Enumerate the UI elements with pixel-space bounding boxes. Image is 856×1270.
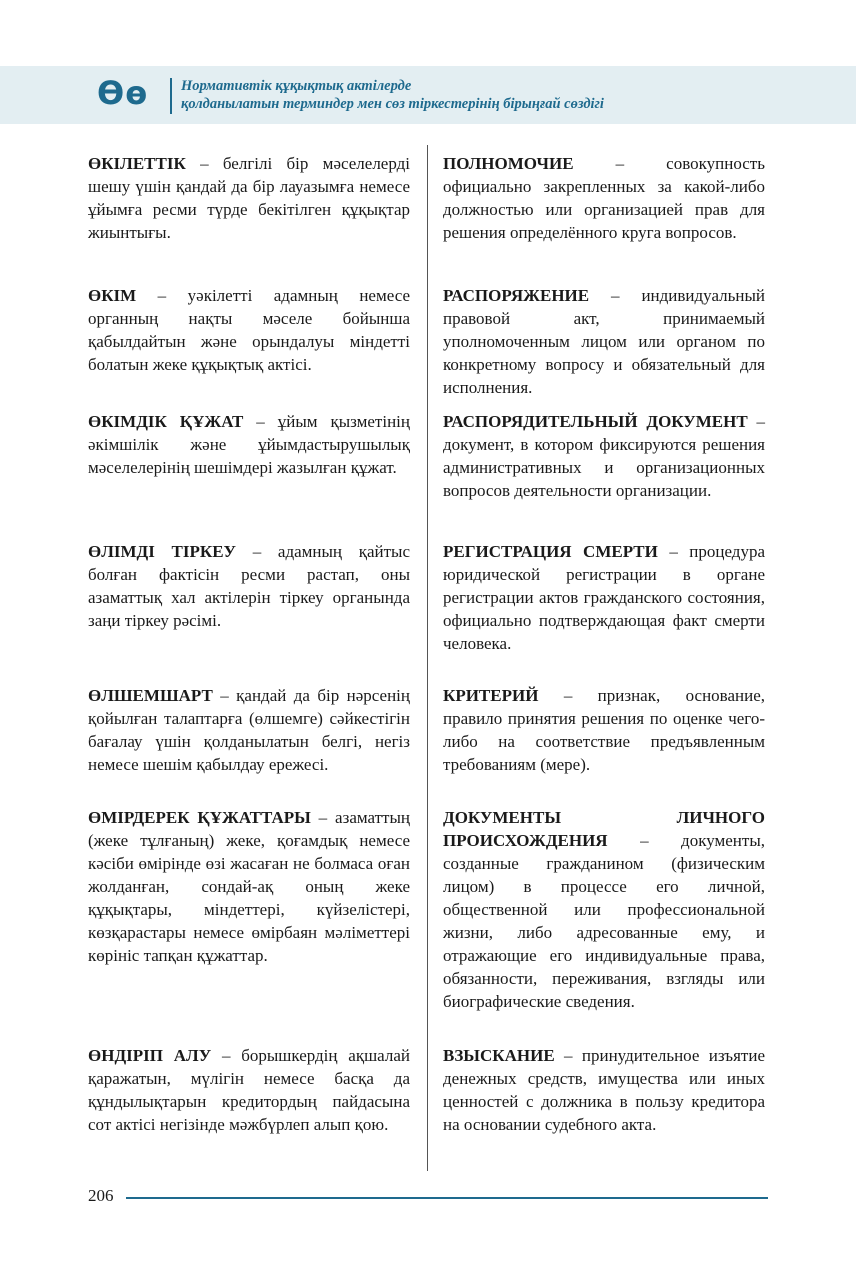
- page-number: 206: [88, 1186, 114, 1205]
- footer-rule: [126, 1197, 768, 1199]
- ru-entry-kriteriy: [443, 684, 765, 776]
- kk-definition: – адамның қайтыс болған фактісін ресми растап, оны азаматтық хал актілерін тіркеу органында заңи тіркеу рәсімі.: [88, 542, 410, 630]
- ru-term: РАСПОРЯЖЕНИЕ: [443, 286, 590, 305]
- kk-definition: – белгілі бір мәселелерді шешу үшін қандай да бір лауазымға немесе ұйымға ресми түрде бекітілген құқықтар жиынтығы.: [88, 154, 410, 242]
- ru-entry-rasporyaditelny-dokument: [443, 410, 765, 502]
- ru-definition: – процедура юридической регистрации в органе регистрации актов гражданского состояния, официально подтверждающая факт смерти человека.: [443, 542, 766, 653]
- running-title-line1: Нормативтік құқықтық актілерде: [181, 78, 412, 94]
- column-divider: [427, 145, 428, 1171]
- section-letter: Өө: [97, 74, 149, 112]
- ru-term: ПОЛНОМОЧИЕ: [443, 154, 574, 173]
- ru-term: ДОКУМЕНТЫ ЛИЧНОГО ПРОИСХОЖДЕНИЯ: [443, 808, 765, 850]
- ru-term: КРИТЕРИЙ: [443, 686, 539, 705]
- kk-entry-ondirip-alu: [88, 1044, 410, 1136]
- kk-entry-olshemshart: [88, 684, 410, 776]
- ru-entry-polnomochie: [443, 152, 765, 244]
- ru-definition: – документы, созданные гражданином (физическим лицом) в процессе его личной, общественной или профессиональной жизни, либо адресованные ему, и отражающие его индивидуальные права, обязанности, переживания, взгляды или биографические сведения.: [443, 831, 765, 1011]
- kk-definition: – борышкердің ақшалай қаражатын, мүлігін немесе басқа да құндылықтарын кредитордың пайдасына сот актісі негізінде мәжбүрлеп алып қою.: [88, 1046, 410, 1134]
- kk-term: ӨКІЛЕТТІК: [88, 154, 186, 173]
- kk-definition: – қандай да бір нәрсенің қойылған талаптарға (өлшемге) сәйкестігін бағалау үшін қолданылатын белгі, негіз немесе шешім қабылдау ережесі.: [88, 686, 410, 774]
- kk-term: ӨКІМ: [88, 286, 137, 305]
- ru-term: РАСПОРЯДИТЕЛЬНЫЙ ДОКУМЕНТ: [443, 412, 748, 431]
- kk-entry-okilettik: [88, 152, 410, 244]
- kk-definition: – азаматтың (жеке тұлғаның) жеке, қоғамдық немесе кәсіби өмірінде өзі жасаған не болмаса оған жолданған, сондай-ақ оның жеке құқықтары, міндеттері, күйзелістері, көзқарастары немесе өмірбаян мәліметтері көрініс тапқан құжаттар.: [88, 808, 410, 965]
- kk-definition: – ұйым қызметінің әкімшілік және ұйымдастырушылық мәселелерінің шешімдері жазылған құжат.: [88, 412, 410, 477]
- kk-term: ӨНДІРІП АЛУ: [88, 1046, 212, 1065]
- ru-definition: – признак, основание, правило принятия решения по оценке чего-либо на соответствие предъявленным требованиям (мере).: [443, 686, 765, 774]
- ru-entry-rasporyazhenie: [443, 284, 765, 399]
- kk-term: ӨЛІМДІ ТІРКЕУ: [88, 542, 237, 561]
- ru-definition: – документ, в котором фиксируются решения административных и организационных вопросов деятельности организации.: [443, 412, 765, 500]
- ru-term: ВЗЫСКАНИЕ: [443, 1046, 555, 1065]
- running-title: [181, 77, 604, 113]
- kk-definition: – уәкілетті адамның немесе органның нақты мәселе бойынша қабылдайтын және орындалуы міндетті болатын жеке құқықтық актісі.: [88, 286, 410, 374]
- kk-entry-okim: [88, 284, 410, 376]
- kk-entry-omirderek-kuzhattary: [88, 806, 410, 967]
- kk-entry-okimdik-kuzhat: [88, 410, 410, 479]
- kk-entry-olimdi-tirkeu: [88, 540, 410, 632]
- running-title-line2: қолданылатын терминдер мен сөз тіркестерінің бірыңғай сөздігі: [181, 96, 604, 112]
- ru-entry-dokumenty-lichnogo-proiskhozhdeniya: [443, 806, 765, 1013]
- ru-definition: – принудительное изъятие денежных средств, имущества или иных ценностей с должника в пользу кредитора на основании судебного акта.: [443, 1046, 765, 1134]
- kk-term: ӨКІМДІК ҚҰЖАТ: [88, 412, 244, 431]
- kk-term: ӨЛШЕМШАРТ: [88, 686, 213, 705]
- header-separator: [170, 78, 172, 114]
- ru-definition: – индивидуальный правовой акт, принимаемый уполномоченным лицом или органом по конкретному вопросу и обязательный для исполнения.: [443, 286, 765, 397]
- ru-term: РЕГИСТРАЦИЯ СМЕРТИ: [443, 542, 658, 561]
- ru-entry-registraciya-smerti: [443, 540, 765, 655]
- ru-entry-vzyskanie: [443, 1044, 765, 1136]
- ru-definition: – совокупность официально закрепленных за какой-либо должностью или организацией прав для решения определённого круга вопросов.: [443, 154, 765, 242]
- kk-term: ӨМІРДЕРЕК ҚҰЖАТТАРЫ: [88, 808, 311, 827]
